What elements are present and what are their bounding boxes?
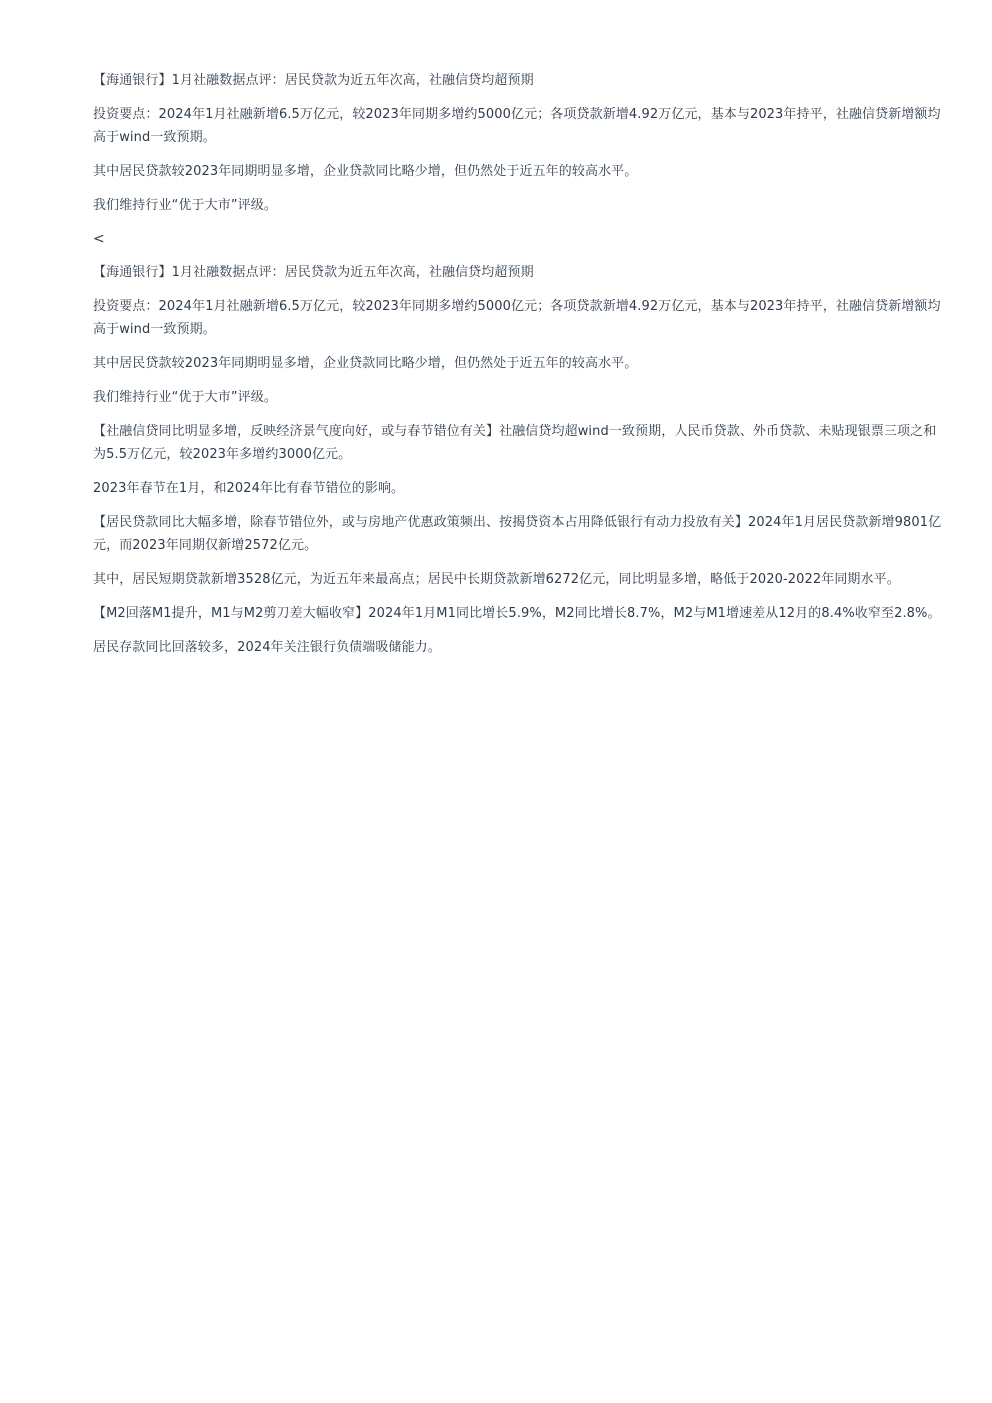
article-body (93, 69, 945, 670)
loan-summary: 其中居民贷款较2023年同期明显多增，企业贷款同比略少增，但仍然处于近五年的较高水平。 (93, 164, 638, 179)
household-loan-section: 【居民贷款同比大幅多增，除春节错位外，或与房地产优惠政策频出、按揭贷资本占用降低银行有动力投放有关】2024年1月居民贷款新增9801亿元，而2023年同期仅新增2572亿元。 (93, 515, 942, 553)
article-title: 【海通银行】1月社融数据点评：居民贷款为近五年次高，社融信贷均超预期 (93, 73, 534, 88)
money-supply-section: 【M2回落M1提升，M1与M2剪刀差大幅收窄】2024年1月M1同比增长5.9%，M2同比增长8.7%，M2与M1增速差从12月的8.4%收窄至2.8%。 (93, 606, 941, 621)
less-than-symbol: < (93, 231, 105, 247)
social-financing-section: 【社融信贷同比明显多增，反映经济景气度向好，或与春节错位有关】社融信贷均超wind一致预期，人民币贷款、外币贷款、未贴现银票三项之和为5.5万亿元，较2023年多增约3000亿元。 (93, 424, 937, 462)
rating-statement-repeat: 我们维持行业“优于大市”评级。 (93, 390, 277, 405)
household-loan-detail: 其中，居民短期贷款新增3528亿元，为近五年来最高点；居民中长期贷款新增6272亿元，同比明显多增，略低于2020-2022年同期水平。 (93, 572, 900, 587)
article-title-repeat: 【海通银行】1月社融数据点评：居民贷款为近五年次高，社融信贷均超预期 (93, 265, 534, 280)
investment-highlights-repeat: 投资要点：2024年1月社融新增6.5万亿元，较2023年同期多增约5000亿元；各项贷款新增4.92万亿元，基本与2023年持平，社融信贷新增额均高于wind一致预期。 (93, 299, 941, 337)
spring-festival-note: 2023年春节在1月，和2024年比有春节错位的影响。 (93, 481, 405, 496)
investment-highlights: 投资要点：2024年1月社融新增6.5万亿元，较2023年同期多增约5000亿元；各项贷款新增4.92万亿元，基本与2023年持平，社融信贷新增额均高于wind一致预期。 (93, 107, 941, 145)
rating-statement: 我们维持行业“优于大市”评级。 (93, 198, 277, 213)
deposit-note: 居民存款同比回落较多，2024年关注银行负债端吸储能力。 (93, 640, 441, 655)
loan-summary-repeat: 其中居民贷款较2023年同期明显多增，企业贷款同比略少增，但仍然处于近五年的较高水平。 (93, 356, 638, 371)
